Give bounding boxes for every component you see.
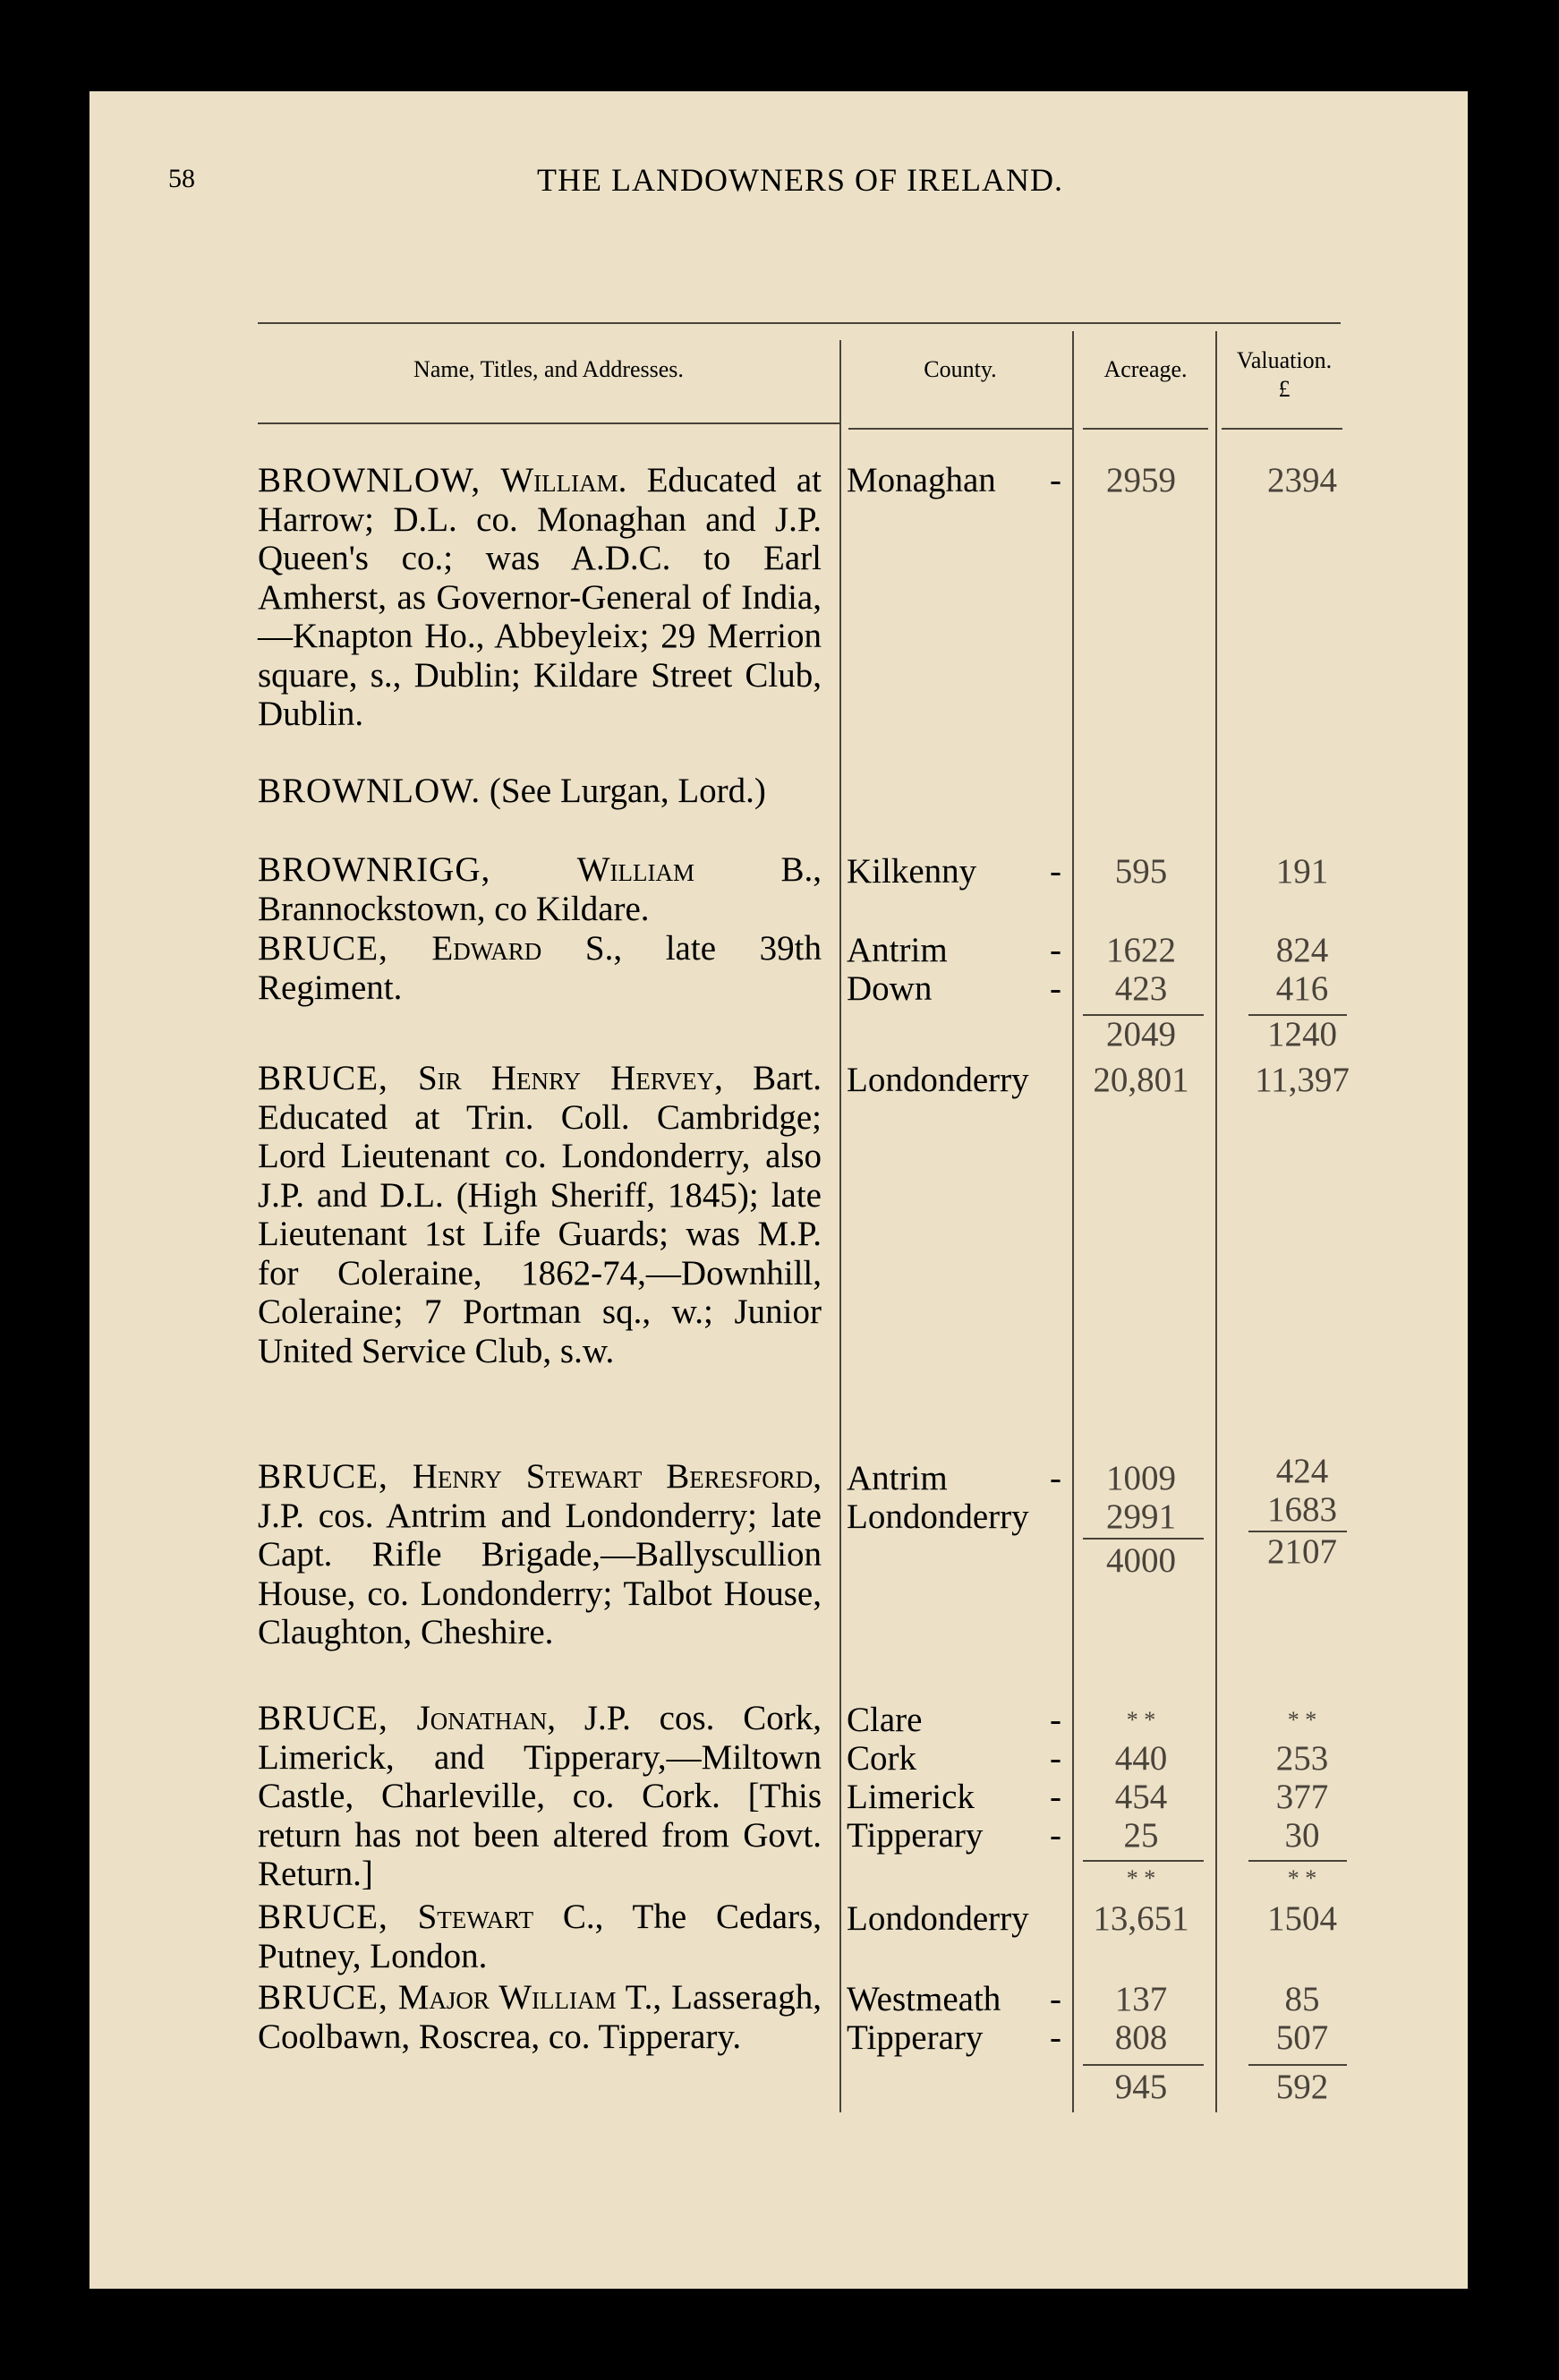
entry-total-acreage: * * (1126, 1865, 1156, 1891)
entry-county (847, 1497, 1061, 1537)
column-header-county: County. (924, 356, 997, 382)
entry-valuation: 416 (1275, 969, 1329, 1008)
entry-county: Limerick - (847, 1778, 1061, 1816)
entry-forename: Stewart (417, 1898, 534, 1936)
column-header-name: Name, Titles, and Addresses. (413, 356, 684, 382)
entry-bruce-major-william (258, 1978, 822, 2056)
entry-valuation: 11,397 (1255, 1061, 1350, 1099)
county-name: Monaghan (847, 461, 996, 499)
entry-valuation: 377 (1275, 1778, 1329, 1816)
county-name: Londonderry (847, 1899, 1029, 1938)
column-divider-name-county (839, 340, 841, 2112)
entry-county: Antrim - (847, 931, 1061, 969)
entry-bruce-stewart (258, 1898, 822, 1975)
entry-forename: Edward (431, 929, 542, 968)
entry-county: Tipperary - (847, 2018, 1061, 2057)
total-rule (1248, 2064, 1347, 2066)
entry-total-valuation: 2107 (1267, 1532, 1337, 1571)
entry-total-acreage: 945 (1114, 2068, 1168, 2106)
entry-county (847, 1061, 1061, 1100)
column-header-valuation: Valuation. (1236, 347, 1333, 373)
entry-acreage: 808 (1114, 2018, 1168, 2057)
entry-acreage: 2991 (1106, 1497, 1176, 1536)
county-name: Down (847, 969, 933, 1008)
county-name: Westmeath (847, 1980, 1001, 2018)
entry-total-valuation: 1240 (1267, 1015, 1337, 1054)
entry-acreage: 1009 (1106, 1459, 1176, 1497)
entry-details: B., Brannockstown, co Kildare. (258, 850, 822, 928)
header-bottom-rule-valuation (1222, 428, 1342, 430)
entry-acreage: 1622 (1106, 931, 1176, 969)
entry-brownlow-cross-reference (258, 772, 822, 811)
entry-valuation: 2394 (1267, 461, 1337, 499)
entry-surname: BRUCE, (258, 1059, 388, 1097)
entry-acreage: 2959 (1106, 461, 1176, 499)
entry-acreage: 137 (1114, 1980, 1168, 2018)
entry-valuation: 85 (1284, 1980, 1320, 2018)
entry-bruce-edward (258, 929, 822, 1007)
county-name: Limerick (847, 1778, 975, 1816)
county-name: Londonderry (847, 1497, 1029, 1536)
header-top-rule (258, 322, 1341, 324)
entry-county: Cork - (847, 1739, 1061, 1778)
entry-details: (See Lurgan, Lord.) (481, 772, 766, 810)
entry-bruce-henry-stewart-beresford (258, 1457, 822, 1652)
county-name: Kilkenny (847, 852, 977, 891)
entry-details: C., The Cedars, Putney, London. (258, 1898, 822, 1975)
entry-forename: William. (500, 461, 627, 499)
entry-county: Kilkenny - (847, 852, 1061, 891)
entry-valuation: 191 (1275, 852, 1329, 891)
entry-county: Westmeath - (847, 1980, 1061, 2018)
county-name: Clare (847, 1701, 923, 1739)
total-rule (1083, 2064, 1204, 2066)
entry-bruce-jonathan (258, 1699, 822, 1894)
entry-surname: BROWNRIGG, (258, 850, 491, 889)
county-name: Cork (847, 1739, 916, 1778)
entry-county: Tipperary - (847, 1816, 1061, 1855)
entry-details: J.P. cos. Cork, Limerick, and Tipperary,—Miltown Castle, Charleville, co. Cork. [This return has not been altered from Govt. Return.] (258, 1699, 822, 1893)
entry-details: T., Lasseragh, Coolbawn, Roscrea, co. Tipperary. (258, 1978, 822, 2056)
entry-details: J.P. cos. Antrim and Londonderry; late Capt. Rifle Brigade,—Ballyscullion House, co. Londonderry; Talbot House, Claughton, Cheshire. (258, 1496, 822, 1651)
entry-surname: BRUCE, (258, 929, 388, 968)
entry-valuation: 253 (1275, 1739, 1329, 1778)
entry-acreage: 20,801 (1093, 1061, 1189, 1099)
entry-acreage: * * (1126, 1707, 1156, 1733)
header-bottom-rule-county (848, 428, 1072, 430)
entry-details: S., late 39th Regiment. (258, 929, 822, 1007)
entry-surname: BRUCE, (258, 1898, 388, 1936)
entry-forename: Jonathan, (416, 1699, 557, 1737)
entry-county: Clare - (847, 1701, 1061, 1739)
entry-details: Educated at Harrow; D.L. co. Monaghan and J.P. Queen's co.; was A.D.C. to Earl Amherst, as Governor-General of India,—Knapton Ho., Abbeyleix; 29 Merrion square, s., Dublin; Kildare Street Club, Dublin. (258, 461, 822, 733)
entry-brownrigg-william (258, 850, 822, 928)
entry-county: Monaghan - (847, 461, 1061, 499)
entry-valuation: 1504 (1267, 1899, 1337, 1938)
entry-forename: Major William (397, 1978, 617, 2017)
entry-valuation: 30 (1284, 1816, 1320, 1855)
entry-total-acreage: 2049 (1106, 1015, 1176, 1054)
entry-valuation: 507 (1275, 2018, 1329, 2057)
entry-details: Bart. Educated at Trin. Coll. Cambridge; Lord Lieutenant co. Londonderry, also J.P. and D.L. (High Sheriff, 1845); late Lieutenant 1st Life Guards; was M.P. for Coleraine, 1862-74,—Downhill, Coleraine; 7 Portman sq., w.; Junior United Service Club, s.w. (258, 1059, 822, 1370)
entry-acreage: 423 (1114, 969, 1168, 1008)
header-bottom-rule-acreage (1083, 428, 1208, 430)
entry-valuation: * * (1287, 1707, 1317, 1733)
entry-county: Antrim - (847, 1459, 1061, 1497)
entry-bruce-sir-henry-hervey (258, 1059, 822, 1370)
entry-valuation: 1683 (1267, 1490, 1337, 1529)
entry-forename: William (576, 850, 695, 889)
entry-forename: Sir Henry Hervey, (417, 1059, 723, 1097)
entry-county (847, 1899, 1061, 1939)
column-divider-acreage-valuation (1215, 331, 1217, 2112)
entry-surname: BRUCE, (258, 1978, 388, 2017)
entry-acreage: 454 (1114, 1778, 1168, 1816)
entry-brownlow-william (258, 461, 822, 734)
total-rule (1083, 1538, 1204, 1540)
entry-forename: Henry Stewart Beresford, (412, 1457, 822, 1496)
running-title: THE LANDOWNERS OF IRELAND. (537, 162, 1063, 198)
county-name: Antrim (847, 931, 948, 969)
entry-total-valuation: * * (1287, 1865, 1317, 1891)
entry-acreage: 13,651 (1093, 1899, 1189, 1938)
county-name: Londonderry (847, 1061, 1029, 1099)
entry-acreage: 440 (1114, 1739, 1168, 1778)
entry-surname: BRUCE, (258, 1699, 388, 1737)
entry-total-valuation: 592 (1275, 2068, 1329, 2106)
county-name: Tipperary (847, 1816, 984, 1855)
column-header-acreage: Acreage. (1103, 356, 1188, 382)
entry-total-acreage: 4000 (1106, 1541, 1176, 1580)
entry-county: Down - (847, 969, 1061, 1008)
column-header-valuation-unit: £ (1278, 376, 1291, 402)
entry-valuation: 424 (1275, 1452, 1329, 1490)
county-name: Tipperary (847, 2018, 984, 2057)
county-name: Antrim (847, 1459, 948, 1497)
entry-surname: BRUCE, (258, 1457, 388, 1496)
page-number: 58 (168, 164, 195, 193)
entry-acreage: 25 (1123, 1816, 1159, 1855)
entry-valuation: 824 (1275, 931, 1329, 969)
header-bottom-rule-name (258, 422, 839, 424)
entry-surname: BROWNLOW, (258, 461, 481, 499)
entry-surname: BROWNLOW. (258, 772, 481, 810)
entry-acreage: 595 (1114, 852, 1168, 891)
